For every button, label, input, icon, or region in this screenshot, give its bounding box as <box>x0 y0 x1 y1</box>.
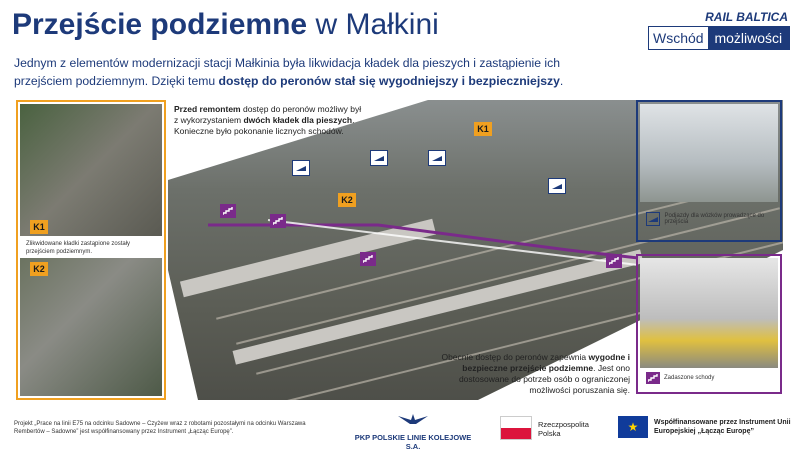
k2-map-marker: K2 <box>338 193 356 207</box>
stairs-icon <box>360 252 376 266</box>
ramps-caption-row: Podjazdy dla wózków prowadzące do przejścia <box>646 212 776 226</box>
stairs-icon <box>646 372 660 384</box>
intro-text: Jednym z elementów modernizacji stacji Małkinia była likwidacja kładek dla pieszych i zastąpienie ich przejściem podziemnym. Dzięki temu dostęp do peronów stał się wygodniejszy i bezpieczniejszy. <box>14 56 564 88</box>
current-access-text: Obecnie dostęp do peronów zapewnia wygodne i bezpieczne przejście podziemne. Jest ono dostosowane do potrzeb osób o ograniczonej możliwości poruszania się. <box>441 352 630 395</box>
k1-footbridge-photo <box>20 104 162 236</box>
page-title: Przejście podziemne w Małkini <box>12 8 439 41</box>
ramp-icon <box>646 212 660 226</box>
eu-flag-icon: ★ <box>618 416 648 438</box>
rail-baltica-logo: RAIL BALTICA <box>705 10 788 24</box>
stairs-icon <box>606 254 622 268</box>
ramp-icon <box>548 178 566 194</box>
stairs-caption-row: Zadaszone schody <box>646 372 776 384</box>
project-funding-text: Projekt „Prace na linii E75 na odcinku Sadowne – Czyżew wraz z robotami pozostałymi na odcinku Warszawa Rembertów – Sadowne” jest współfinansowany przez Instrument „Łącząc Europę”. <box>14 421 306 435</box>
k2-badge: K2 <box>30 262 48 276</box>
pkp-wings-icon <box>398 412 428 426</box>
poland-flag-icon <box>500 416 532 440</box>
wschod-mozliwosci-logo: Wschód możliwości <box>648 26 790 50</box>
eu-funding-label: Współfinansowane przez Instrument Unii Europejskiej „Łącząc Europę” <box>654 419 791 435</box>
before-renovation-text: Przed remontem dostęp do peronów możliwy był z wykorzystaniem dwóch kładek dla pieszych. Konieczne było pokonanie licznych schodów. <box>174 104 362 136</box>
footbridges-caption: Zlikwidowane kładki zastąpione zostały przejściem podziemnym. <box>26 241 131 255</box>
rzeczpospolita-label: Rzeczpospolita Polska <box>538 420 589 438</box>
k1-badge: K1 <box>30 220 48 234</box>
stairs-icon <box>220 204 236 218</box>
k1-map-marker: K1 <box>474 122 492 136</box>
pkp-logo: PKP POLSKIE LINIE KOLEJOWE S.A. <box>348 412 478 451</box>
ramp-icon <box>428 150 446 166</box>
stairs-icon <box>270 214 286 228</box>
ramp-icon <box>292 160 310 176</box>
k2-footbridge-photo <box>20 258 162 396</box>
ramps-photo <box>640 104 778 202</box>
ramp-icon <box>370 150 388 166</box>
stairs-photo <box>640 258 778 368</box>
